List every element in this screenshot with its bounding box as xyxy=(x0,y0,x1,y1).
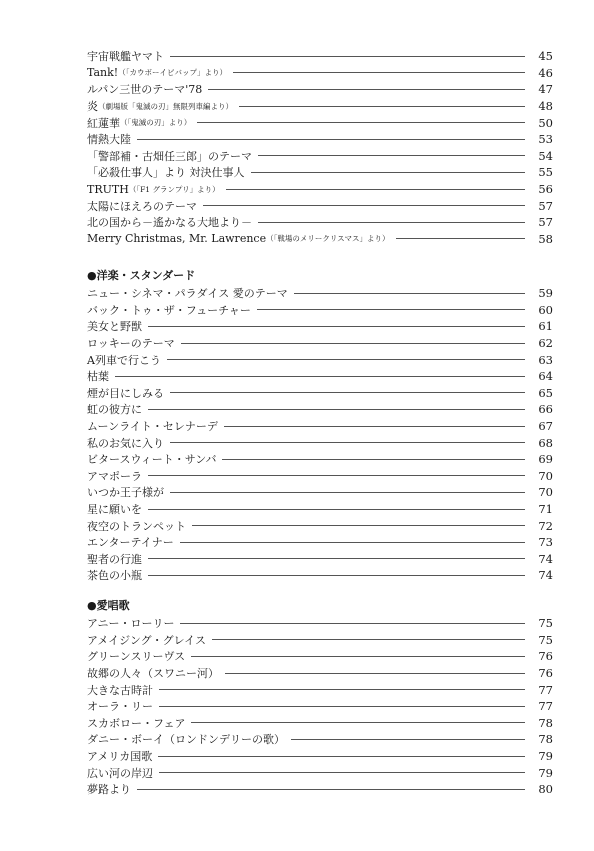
toc-entry xyxy=(87,731,553,748)
toc-entry xyxy=(87,148,553,165)
toc-entry xyxy=(87,48,553,65)
toc-entry xyxy=(87,681,553,698)
section-heading: ●洋楽・スタンダード xyxy=(87,269,196,282)
entry-page-number: 74 xyxy=(538,568,553,583)
entry-title: 私のお気に入り xyxy=(87,436,164,450)
entry-page-number: 78 xyxy=(538,715,553,730)
leader-line xyxy=(225,673,525,674)
entry-page-number: 77 xyxy=(538,699,553,714)
entry-page-number: 77 xyxy=(538,682,553,697)
leader-line xyxy=(208,89,525,90)
section-heading: ●愛唱歌 xyxy=(87,599,130,612)
leader-line xyxy=(170,56,525,57)
entry-title: 虹の彼方に xyxy=(87,403,142,417)
toc-entry xyxy=(87,501,553,518)
toc-entry xyxy=(87,715,553,732)
entry-subtitle: （劇場版「鬼滅の刃」無限列車編より） xyxy=(98,101,233,111)
entry-title: アメイジング・グレイス xyxy=(87,633,206,647)
entry-title: 紅蓮華 xyxy=(87,116,120,130)
entry-title: 煙が目にしみる xyxy=(87,386,164,400)
entry-page-number: 57 xyxy=(538,198,553,213)
toc-entry xyxy=(87,534,553,551)
toc-entry xyxy=(87,368,553,385)
entry-page-number: 74 xyxy=(538,551,553,566)
entry-title: 枯葉 xyxy=(87,370,109,384)
toc-entry xyxy=(87,698,553,715)
entry-page-number: 56 xyxy=(538,182,553,197)
toc-list xyxy=(87,615,553,798)
leader-line xyxy=(251,172,526,173)
leader-line xyxy=(257,309,525,310)
toc-list xyxy=(87,48,553,247)
entry-page-number: 47 xyxy=(538,82,553,97)
leader-line xyxy=(181,343,525,344)
toc-entry xyxy=(87,114,553,131)
leader-line xyxy=(258,222,525,223)
entry-page-number: 59 xyxy=(538,286,553,301)
toc-entry xyxy=(87,131,553,148)
leader-line xyxy=(167,359,525,360)
leader-line xyxy=(159,772,525,773)
entry-page-number: 73 xyxy=(538,535,553,550)
leader-line xyxy=(180,542,525,543)
toc-entry xyxy=(87,81,553,98)
entry-page-number: 60 xyxy=(538,302,553,317)
toc-section-2 xyxy=(87,265,553,584)
entry-title: TRUTH xyxy=(87,182,129,196)
toc-entry xyxy=(87,517,553,534)
entry-title: Merry Christmas, Mr. Lawrence xyxy=(87,232,267,246)
toc-entry xyxy=(87,648,553,665)
toc-entry xyxy=(87,351,553,368)
leader-line xyxy=(191,656,525,657)
entry-page-number: 65 xyxy=(538,385,553,400)
toc-entry xyxy=(87,231,553,248)
entry-title: 故郷の人々（スワニー河） xyxy=(87,667,219,681)
toc-section-3 xyxy=(87,595,553,798)
entry-title: 夜空のトランペット xyxy=(87,519,186,533)
entry-title: 宇宙戦艦ヤマト xyxy=(87,50,164,64)
entry-page-number: 57 xyxy=(538,215,553,230)
toc-entry xyxy=(87,615,553,632)
leader-line xyxy=(159,706,525,707)
leader-line xyxy=(294,293,525,294)
leader-line xyxy=(226,189,525,190)
entry-title: 広い河の岸辺 xyxy=(87,766,153,780)
entry-page-number: 45 xyxy=(538,49,553,64)
entry-title: スカボロー・フェア xyxy=(87,716,186,730)
entry-page-number: 69 xyxy=(538,452,553,467)
toc-entry xyxy=(87,318,553,335)
toc-entry xyxy=(87,418,553,435)
entry-page-number: 72 xyxy=(538,518,553,533)
entry-title: ムーンライト・セレナーデ xyxy=(87,420,218,434)
leader-line xyxy=(148,409,525,410)
leader-line xyxy=(148,575,525,576)
entry-subtitle: （「戦場のメリークリスマス」より） xyxy=(266,234,390,244)
entry-page-number: 67 xyxy=(538,419,553,434)
entry-page-number: 68 xyxy=(538,435,553,450)
entry-title: ダニー・ボーイ（ロンドンデリーの歌） xyxy=(87,733,285,747)
entry-title: アニー・ローリー xyxy=(87,617,175,631)
entry-page-number: 75 xyxy=(538,632,553,647)
entry-page-number: 70 xyxy=(538,468,553,483)
leader-line xyxy=(191,722,525,723)
entry-page-number: 53 xyxy=(538,132,553,147)
toc-entry xyxy=(87,197,553,214)
entry-title: ロッキーのテーマ xyxy=(87,337,175,351)
entry-page-number: 46 xyxy=(538,65,553,80)
toc-section-1 xyxy=(87,48,553,247)
leader-line xyxy=(224,426,525,427)
entry-page-number: 64 xyxy=(538,369,553,384)
toc-entry xyxy=(87,98,553,115)
leader-line xyxy=(170,492,525,493)
entry-page-number: 63 xyxy=(538,352,553,367)
toc-entry xyxy=(87,65,553,82)
leader-line xyxy=(291,739,525,740)
leader-line xyxy=(396,238,525,239)
entry-page-number: 55 xyxy=(538,165,553,180)
leader-line xyxy=(222,459,525,460)
toc-entry xyxy=(87,214,553,231)
leader-line xyxy=(115,376,525,377)
entry-page-number: 58 xyxy=(538,231,553,246)
leader-line xyxy=(148,326,525,327)
toc-entry xyxy=(87,285,553,302)
entry-page-number: 48 xyxy=(538,99,553,114)
leader-line xyxy=(137,789,525,790)
entry-title: アマポーラ xyxy=(87,469,142,483)
entry-title: 太陽にほえろのテーマ xyxy=(87,199,197,213)
toc-entry xyxy=(87,484,553,501)
entry-title: 北の国から－遙かなる大地より－ xyxy=(87,216,252,230)
entry-title: 「必殺仕事人」より 対決仕事人 xyxy=(87,166,245,180)
leader-line xyxy=(197,122,525,123)
entry-title: いつか王子様が xyxy=(87,486,164,500)
toc-entry xyxy=(87,385,553,402)
entry-title: グリーンスリーヴス xyxy=(87,650,186,664)
leader-line xyxy=(137,139,525,140)
entry-title: 炎 xyxy=(87,100,98,114)
toc-entry xyxy=(87,567,553,584)
entry-title: アメリカ国歌 xyxy=(87,750,153,764)
entry-page-number: 50 xyxy=(538,115,553,130)
entry-title: ルパン三世のテーマ'78 xyxy=(87,83,203,97)
entry-title: 大きな古時計 xyxy=(87,683,153,697)
entry-title: ビタースウィート・サンバ xyxy=(87,453,217,467)
toc-entry xyxy=(87,434,553,451)
toc-entry xyxy=(87,451,553,468)
entry-page-number: 54 xyxy=(538,148,553,163)
toc-entry xyxy=(87,764,553,781)
entry-title: 情熱大陸 xyxy=(87,133,131,147)
entry-subtitle: （「鬼滅の刃」より） xyxy=(120,118,192,128)
toc-entry xyxy=(87,468,553,485)
toc-entry xyxy=(87,181,553,198)
entry-page-number: 66 xyxy=(538,402,553,417)
leader-line xyxy=(233,72,525,73)
leader-line xyxy=(258,155,525,156)
leader-line xyxy=(159,689,525,690)
toc-entry xyxy=(87,781,553,798)
toc-entry xyxy=(87,632,553,649)
leader-line xyxy=(212,639,525,640)
leader-line xyxy=(192,525,525,526)
toc-entry xyxy=(87,335,553,352)
toc-entry xyxy=(87,665,553,682)
toc-entry xyxy=(87,551,553,568)
entry-page-number: 71 xyxy=(538,502,553,517)
entry-title: 美女と野獣 xyxy=(87,320,142,334)
entry-title: A列車で行こう xyxy=(87,353,161,367)
entry-title: ニュー・シネマ・パラダイス 愛のテーマ xyxy=(87,287,288,301)
entry-title: 聖者の行進 xyxy=(87,552,142,566)
toc-entry xyxy=(87,748,553,765)
toc-list xyxy=(87,285,553,584)
entry-page-number: 79 xyxy=(538,749,553,764)
entry-page-number: 78 xyxy=(538,732,553,747)
entry-page-number: 79 xyxy=(538,765,553,780)
toc-entry xyxy=(87,302,553,319)
toc-entry xyxy=(87,164,553,181)
entry-page-number: 75 xyxy=(538,616,553,631)
entry-title: 「警部補・古畑任三郎」のテーマ xyxy=(87,149,252,163)
leader-line xyxy=(239,106,525,107)
entry-subtitle: （「カウボーイビバップ」より） xyxy=(118,68,227,78)
leader-line xyxy=(148,475,525,476)
entry-page-number: 70 xyxy=(538,485,553,500)
leader-line xyxy=(148,558,525,559)
entry-title: バック・トゥ・ザ・フューチャー xyxy=(87,303,251,317)
leader-line xyxy=(148,509,525,510)
leader-line xyxy=(158,756,525,757)
leader-line xyxy=(180,623,525,624)
entry-subtitle: （「F1 グランプリ」より） xyxy=(128,184,220,194)
entry-title: 茶色の小瓶 xyxy=(87,569,142,583)
entry-title: 夢路より xyxy=(87,783,131,797)
entry-page-number: 80 xyxy=(538,782,553,797)
entry-title: エンターテイナー xyxy=(87,536,174,550)
entry-title: Tank! xyxy=(87,66,119,80)
entry-page-number: 76 xyxy=(538,666,553,681)
entry-title: 星に願いを xyxy=(87,503,142,517)
toc-entry xyxy=(87,401,553,418)
leader-line xyxy=(203,205,525,206)
entry-page-number: 62 xyxy=(538,336,553,351)
entry-page-number: 61 xyxy=(538,319,553,334)
leader-line xyxy=(170,392,525,393)
entry-title: オーラ・リー xyxy=(87,700,153,714)
entry-page-number: 76 xyxy=(538,649,553,664)
leader-line xyxy=(170,442,525,443)
